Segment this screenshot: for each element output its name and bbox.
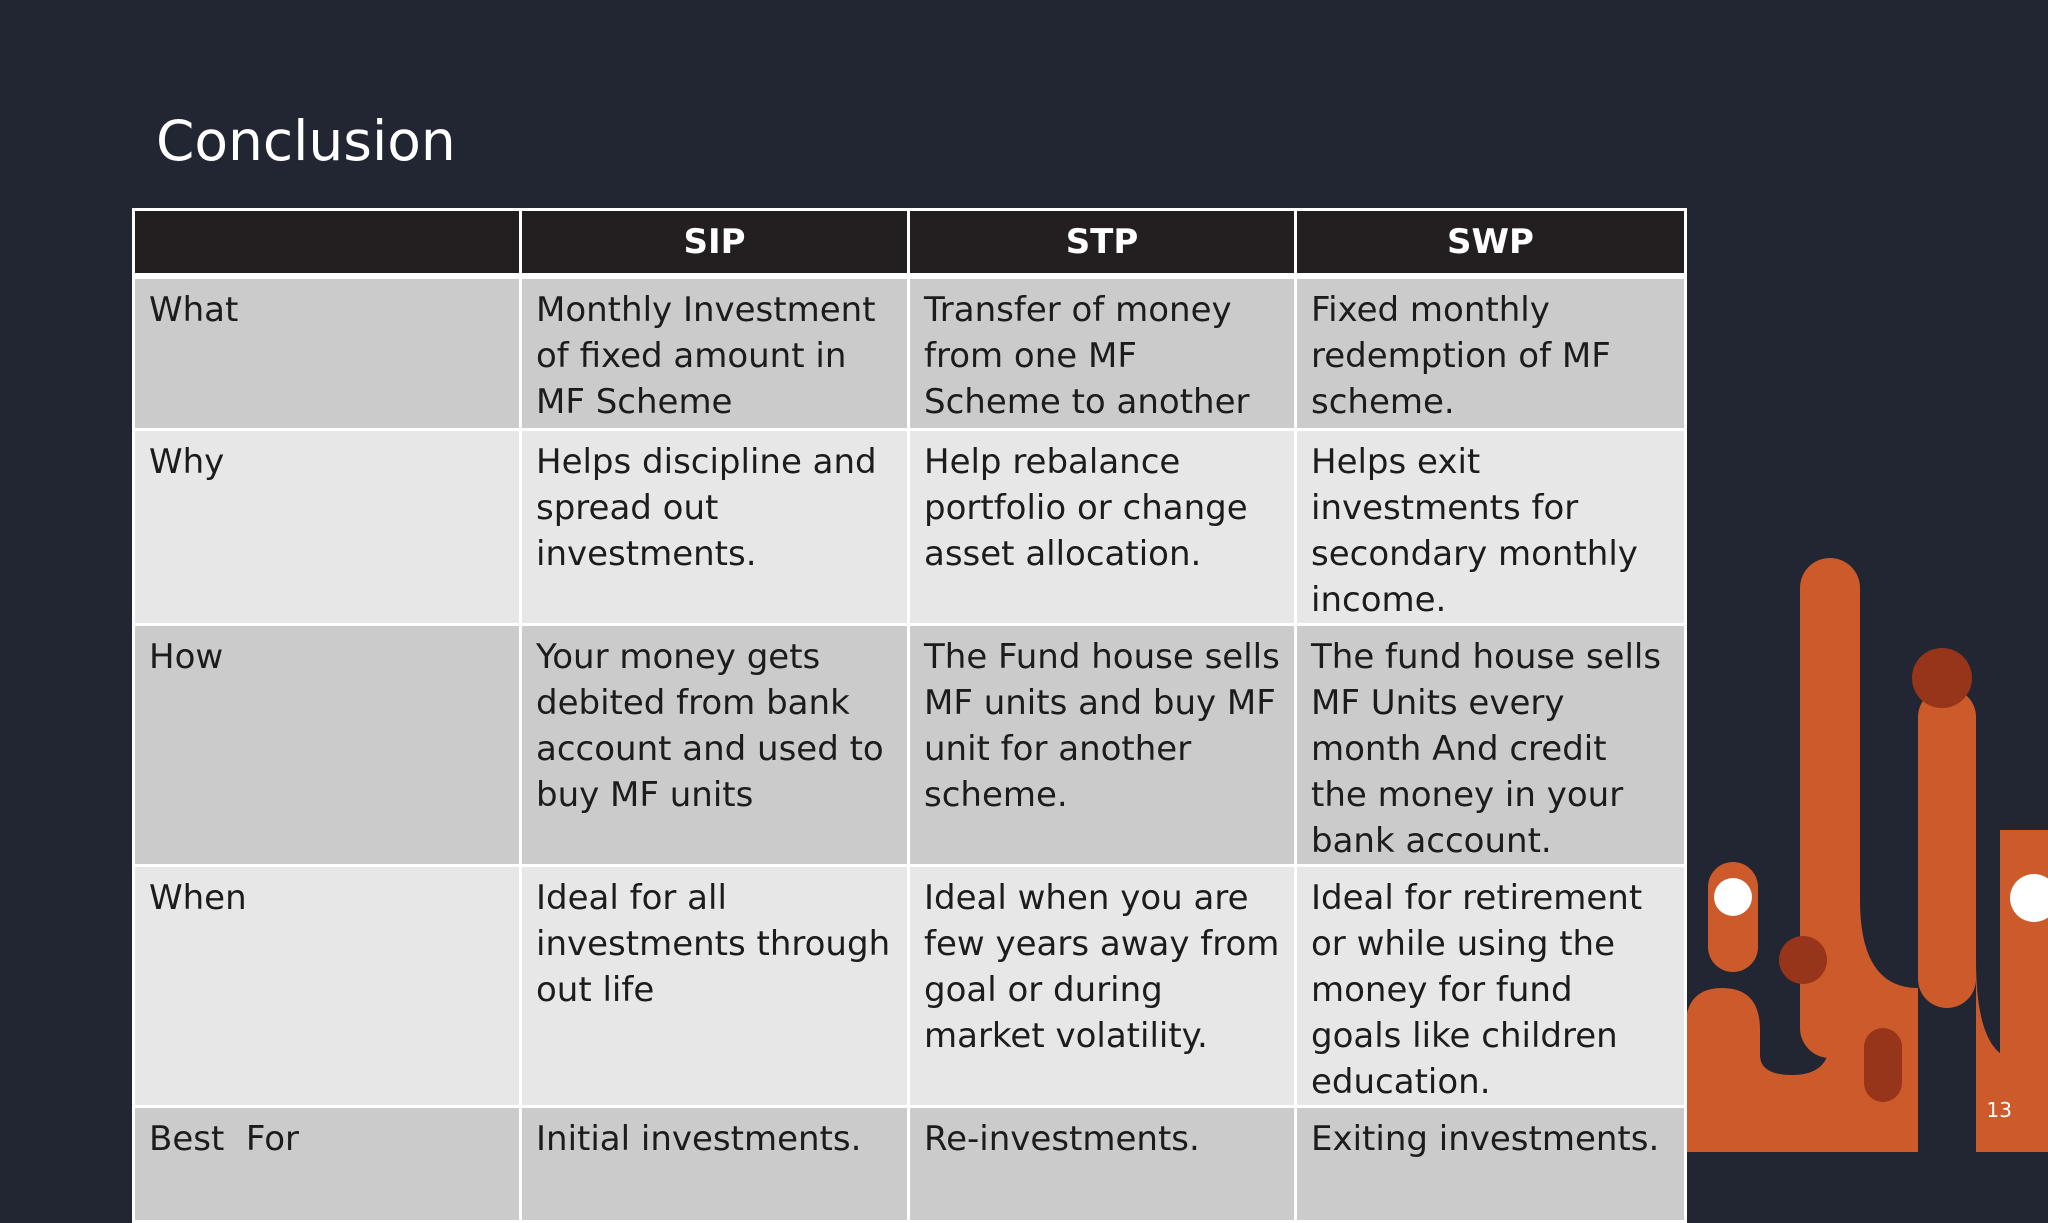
deco-circle-white-left [1714,878,1752,916]
table-row-why [134,430,1686,625]
row-label: Why [134,430,521,625]
row-label: How [134,625,521,866]
cell-swp: Helps exit investments for secondary monthly income. [1296,430,1686,625]
comparison-table [132,208,1687,1223]
row-label: When [134,866,521,1107]
cell-stp: The Fund house sells MF units and buy MF unit for another scheme. [909,625,1296,866]
slide-title: Conclusion [156,109,456,173]
table-header-row [134,210,1686,276]
cell-sip: Your money gets debited from bank account and used to buy MF units [521,625,909,866]
header-corner-cell [134,210,521,276]
cell-stp: Help rebalance portfolio or change asset allocation. [909,430,1296,625]
deco-joint [1860,900,1918,1152]
deco-bar-right [1918,688,1976,1008]
deco-circle-dark-mid [1779,936,1827,984]
table-row-best-for [134,1107,1686,1222]
header-sip: SIP [521,210,909,276]
row-label: Best For [134,1107,521,1222]
cell-stp: Ideal when you are few years away from goal or during market volatility. [909,866,1296,1107]
cell-stp: Transfer of money from one MF Scheme to another [909,276,1296,430]
header-stp: STP [909,210,1296,276]
table-row-what [134,276,1686,430]
cell-stp: Re-investments. [909,1107,1296,1222]
table-row-when [134,866,1686,1107]
page-number: 13 [1986,1098,2012,1122]
cell-sip: Monthly Investment of fixed amount in MF Scheme [521,276,909,430]
cell-sip: Ideal for all investments through out life [521,866,909,1107]
cell-swp: Ideal for retirement or while using the money for fund goals like children education. [1296,866,1686,1107]
deco-blob-lower [1685,980,1880,1152]
cell-swp: Fixed monthly redemption of MF scheme. [1296,276,1686,430]
cell-swp: Exiting investments. [1296,1107,1686,1222]
deco-circle-dark-top [1912,648,1972,708]
cell-sip: Helps discipline and spread out investments. [521,430,909,625]
cell-sip: Initial investments. [521,1107,909,1222]
row-label: What [134,276,521,430]
cell-swp: The fund house sells MF Units every month And credit the money in your bank account. [1296,625,1686,866]
header-swp: SWP [1296,210,1686,276]
deco-pill-dark [1864,1028,1902,1102]
table-row-how [134,625,1686,866]
